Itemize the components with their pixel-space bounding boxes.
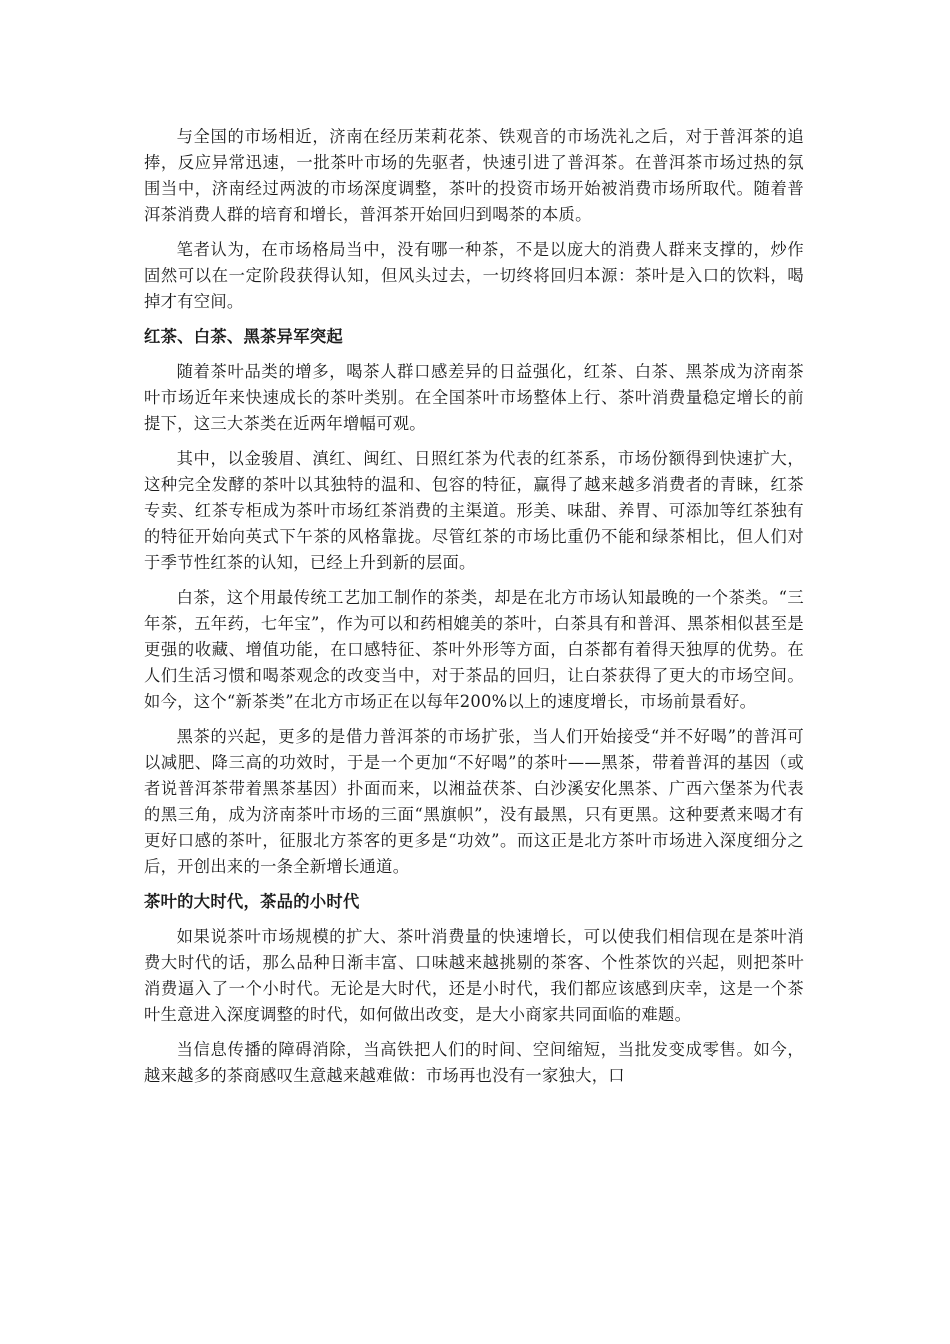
section-heading-1: 红茶、白茶、黑茶异军突起: [144, 327, 343, 346]
paragraph-4: 其中，以金骏眉、滇红、闽红、日照红茶为代表的红茶系，市场份额得到快速扩大，这种完全发酵的茶叶以其独特的温和、包容的特征，赢得了越来越多消费者的青睐，红茶专卖、红茶专柜成为茶叶市场红茶消费的主渠道。形美、味甜、养胃、可添加等红茶独有的特征开始向英式下午茶的风格靠拢。尽管红茶的市场比重仍不能和绿茶相比，但人们对于季节性红茶的认知，已经上升到新的层面。: [144, 449, 804, 572]
paragraph-1: 与全国的市场相近，济南在经历茉莉花茶、铁观音的市场洗礼之后，对于普洱茶的追捧，反应异常迅速，一批茶叶市场的先驱者，快速引进了普洱茶。在普洱茶市场过热的氛围当中，济南经过两波的市场深度调整，茶叶的投资市场开始被消费市场所取代。随着普洱茶消费人群的培育和增长，普洱茶开始回归到喝茶的本质。: [144, 127, 804, 224]
paragraph-2: 笔者认为，在市场格局当中，没有哪一种茶，不是以庞大的消费人群来支撑的，炒作固然可以在一定阶段获得认知，但风头过去，一切终将回归本源：茶叶是入口的饮料，喝掉才有空间。: [144, 240, 804, 311]
section-heading-2: 茶叶的大时代，茶品的小时代: [144, 892, 360, 911]
document-page: [144, 124, 804, 1098]
paragraph-7: 如果说茶叶市场规模的扩大、茶叶消费量的快速增长，可以使我们相信现在是茶叶消费大时代的话，那么品种日渐丰富、口味越来越挑剔的茶客、个性茶饮的兴起，则把茶叶消费逼入了一个小时代。无论是大时代，还是小时代，我们都应该感到庆幸，这是一个茶叶生意进入深度调整的时代，如何做出改变，是大小商家共同面临的难题。: [144, 927, 804, 1024]
paragraph-5: 白茶，这个用最传统工艺加工制作的茶类，却是在北方市场认知最晚的一个茶类。“三年茶，五年药，七年宝”，作为可以和药相媲美的茶叶，白茶具有和普洱、黑茶相似甚至是更强的收藏、增值功能，在口感特征、茶叶外形等方面，白茶都有着得天独厚的优势。在人们生活习惯和喝茶观念的改变当中，对于茶品的回归，让白茶获得了更大的市场空间。如今，这个“新茶类”在北方市场正在以每年200%以上的速度增长，市场前景看好。: [144, 588, 804, 711]
paragraph-6: 黑茶的兴起，更多的是借力普洱茶的市场扩张，当人们开始接受“并不好喝”的普洱可以减肥、降三高的功效时，于是一个更加“不好喝”的茶叶——黑茶，带着普洱的基因（或者说普洱茶带着黑茶基因）扑面而来，以湘益茯茶、白沙溪安化黑茶、广西六堡茶为代表的黑三角，成为济南茶叶市场的三面“黑旗帜”，没有最黑，只有更黑。这种要煮来喝才有更好口感的茶叶，征服北方茶客的更多是“功效”。而这正是北方茶叶市场进入深度细分之后，开创出来的一条全新增长通道。: [144, 727, 804, 876]
paragraph-3: 随着茶叶品类的增多，喝茶人群口感差异的日益强化，红茶、白茶、黑茶成为济南茶叶市场近年来快速成长的茶叶类别。在全国茶叶市场整体上行、茶叶消费量稳定增长的前提下，这三大茶类在近两年增幅可观。: [144, 362, 804, 433]
paragraph-8: 当信息传播的障碍消除，当高铁把人们的时间、空间缩短，当批发变成零售。如今，越来越多的茶商感叹生意越来越难做：市场再也没有一家独大，口: [144, 1040, 804, 1085]
